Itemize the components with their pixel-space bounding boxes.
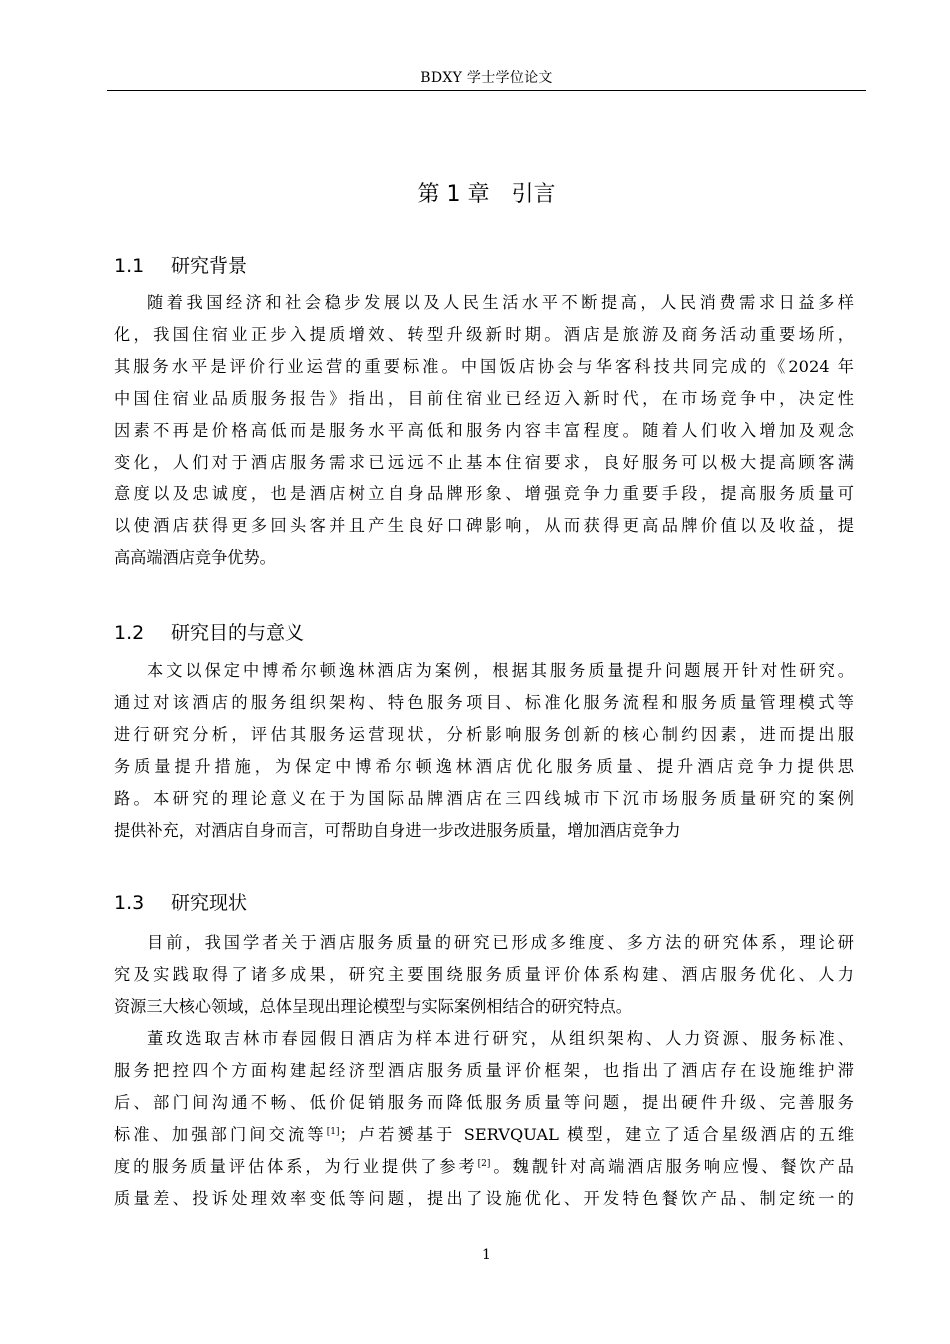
text-line: 高高端酒店竞争优势。 bbox=[114, 548, 276, 568]
section-number: 1.1 bbox=[114, 255, 145, 277]
chapter-label: 第 1 章 bbox=[417, 182, 490, 207]
text-line: 通过对该酒店的服务组织架构、特色服务项目、标准化服务流程和服务质量管理模式等 bbox=[114, 692, 854, 712]
text-line: 随着我国经济和社会稳步发展以及人民生活水平不断提高，人民消费需求日益多样 bbox=[147, 293, 854, 312]
text-line: 服务把控四个方面构建起经济型酒店服务质量评价框架，也指出了酒店存在设施维护滞 bbox=[114, 1060, 854, 1080]
text-span: 度的服务质量评估体系，为行业提供了参考 bbox=[114, 1156, 478, 1176]
chapter-heading bbox=[107, 180, 866, 210]
text-line: 变化，人们对于酒店服务需求已远远不止基本住宿要求，良好服务可以极大提高顾客满 bbox=[114, 452, 854, 472]
paragraph-status-overview bbox=[114, 927, 854, 1023]
text-line: 化，我国住宿业正步入提质增效、转型升级新时期。酒店是旅游及商务活动重要场所， bbox=[114, 324, 854, 344]
running-header: BDXY 学士学位论文 bbox=[420, 70, 553, 86]
citation-ref[interactable]: [1] bbox=[326, 1126, 340, 1137]
text-line: 后、部门间沟通不畅、低价促销服务而降低服务质量等问题，提出硬件升级、完善服务 bbox=[114, 1092, 854, 1112]
section-heading-1-1 bbox=[114, 253, 247, 279]
text-line: 究及实践取得了诸多成果，研究主要围绕服务质量评价体系构建、酒店服务优化、人力 bbox=[114, 964, 854, 984]
section-number: 1.2 bbox=[114, 622, 145, 644]
text-line: 以使酒店获得更多回头客并且产生良好口碑影响，从而获得更高品牌价值以及收益，提 bbox=[114, 516, 854, 536]
text-line: 资源三大核心领域，总体呈现出理论模型与实际案例相结合的研究特点。 bbox=[114, 996, 632, 1016]
section-title: 研究背景 bbox=[171, 255, 248, 277]
text-line: 董玫选取吉林市春园假日酒店为样本进行研究，从组织架构、人力资源、服务标准、 bbox=[147, 1029, 854, 1048]
text-line: 意度以及忠诚度，也是酒店树立自身品牌形象、增强竞争力重要手段，提高服务质量可 bbox=[114, 484, 854, 504]
text-line-with-citation bbox=[114, 1151, 854, 1183]
section-title: 研究现状 bbox=[171, 892, 248, 914]
text-line: 因素不再是价格高低而是服务水平高低和服务内容丰富程度。随着人们收入增加及观念 bbox=[114, 420, 854, 440]
text-line: 务质量提升措施，为保定中博希尔顿逸林酒店优化服务质量、提升酒店竞争力提供思 bbox=[114, 756, 854, 776]
text-line: 中国住宿业品质服务报告》指出，目前住宿业已经迈入新时代，在市场竞争中，决定性 bbox=[114, 388, 854, 408]
page-number: 1 bbox=[482, 1247, 491, 1263]
text-line: 其服务水平是评价行业运营的重要标准。中国饭店协会与华客科技共同完成的《2024 年 bbox=[114, 356, 854, 376]
text-line: 提供补充，对酒店自身而言，可帮助自身进一步改进服务质量，增加酒店竞争力 bbox=[114, 820, 681, 840]
chapter-title: 引言 bbox=[511, 182, 556, 207]
text-line: 目前，我国学者关于酒店服务质量的研究已形成多维度、多方法的研究体系，理论研 bbox=[147, 933, 854, 952]
paragraph-background bbox=[114, 287, 854, 574]
section-heading-1-3 bbox=[114, 890, 247, 916]
paragraph-purpose bbox=[114, 655, 854, 846]
citation-ref[interactable]: [2] bbox=[477, 1158, 491, 1169]
text-line-with-citation bbox=[114, 1119, 854, 1151]
section-heading-1-2 bbox=[114, 620, 304, 646]
text-span: 标准、加强部门间交流等 bbox=[114, 1124, 327, 1144]
text-line: 质量差、投诉处理效率变低等问题，提出了设施优化、开发特色餐饮产品、制定统一的 bbox=[114, 1188, 854, 1208]
text-span: ；卢若赟基于 SERVQUAL 模型，建立了适合星级酒店的五维 bbox=[339, 1124, 855, 1144]
section-number: 1.3 bbox=[114, 892, 145, 914]
paragraph-literature-review bbox=[114, 1023, 854, 1214]
text-line: 本文以保定中博希尔顿逸林酒店为案例，根据其服务质量提升问题展开针对性研究。 bbox=[147, 661, 854, 680]
text-line: 进行研究分析，评估其服务运营现状，分析影响服务创新的核心制约因素，进而提出服 bbox=[114, 724, 854, 744]
header-rule bbox=[107, 90, 866, 91]
text-line: 路。本研究的理论意义在于为国际品牌酒店在三四线城市下沉市场服务质量研究的案例 bbox=[114, 788, 854, 808]
section-title: 研究目的与意义 bbox=[171, 622, 305, 644]
text-span: 。魏靓针对高端酒店服务响应慢、餐饮产品 bbox=[490, 1156, 854, 1176]
